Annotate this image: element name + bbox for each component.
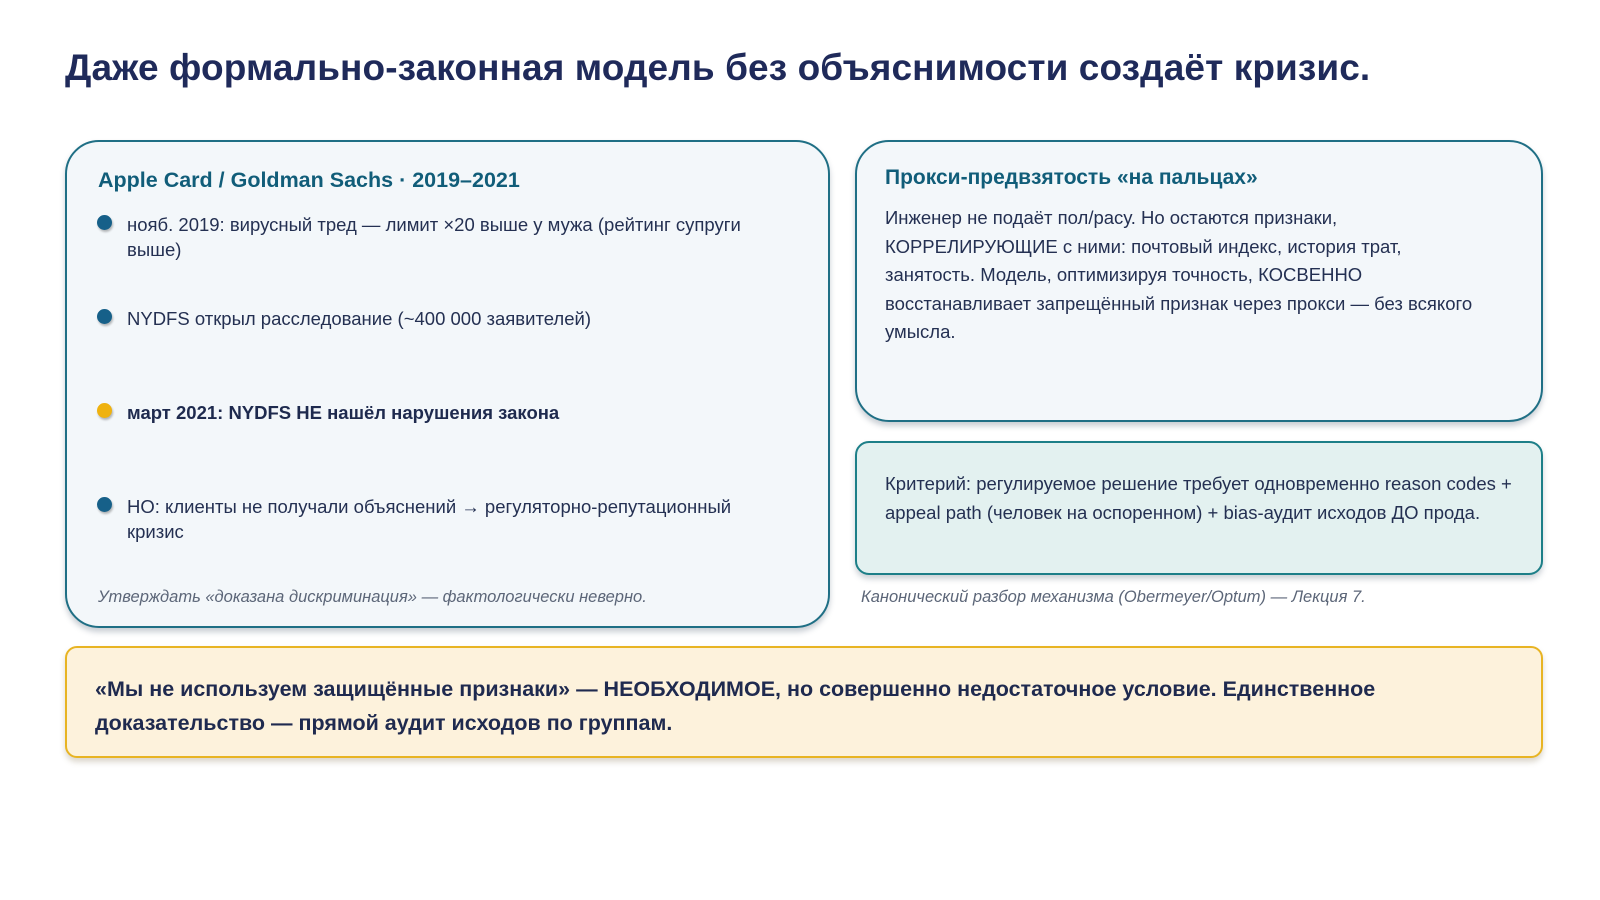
event-text: март 2021: NYDFS НЕ нашёл нарушения закона: [127, 402, 560, 423]
criterion-text: Критерий: регулируемое решение требует одновременно reason codes + appeal path (человек на оспоренном) + bias-аудит исходов ДО прода.: [885, 473, 1512, 523]
conclusion-text: «Мы не используем защищённые признаки» — НЕОБХОДИМОЕ, но совершенно недостаточное условие. Единственное доказательство — прямой аудит исходов по группам.: [95, 677, 1376, 735]
bullet-dot-highlight-icon: [97, 403, 112, 418]
bullet-dot-icon: [97, 309, 112, 324]
proxy-bias-card: [855, 140, 1543, 422]
slide-title: Даже формально-законная модель без объяснимости создаёт кризис.: [65, 47, 1371, 88]
source-note: Канонический разбор механизма (Obermeyer/Optum) — Лекция 7.: [861, 588, 1366, 606]
bullet-dot-icon: [97, 215, 112, 230]
event-text: НО: клиенты не получали объяснений → регуляторно-репутационный кризис: [127, 496, 732, 542]
event-text: NYDFS открыл расследование (~400 000 заявителей): [127, 308, 591, 329]
case-card: [65, 140, 830, 628]
criterion-box: [855, 441, 1543, 575]
proxy-bias-body: Инженер не подаёт пол/расу. Но остаются признаки, КОРРЕЛИРУЮЩИЕ с ними: почтовый индекс, история трат, занятость. Модель, оптимизируя точность, КОСВЕННО восстанавливает запрещённый признак через прокси — без всякого умысла.: [885, 207, 1473, 342]
case-note: Утверждать «доказана дискриминация» — фактологически неверно.: [98, 588, 647, 606]
case-title: Apple Card / Goldman Sachs · 2019–2021: [98, 168, 520, 192]
proxy-bias-title: Прокси-предвзятость «на пальцах»: [885, 166, 1258, 189]
conclusion-box: [65, 646, 1543, 758]
bullet-dot-icon: [97, 497, 112, 512]
event-text: нояб. 2019: вирусный тред — лимит ×20 выше у мужа (рейтинг супруги выше): [127, 214, 741, 260]
